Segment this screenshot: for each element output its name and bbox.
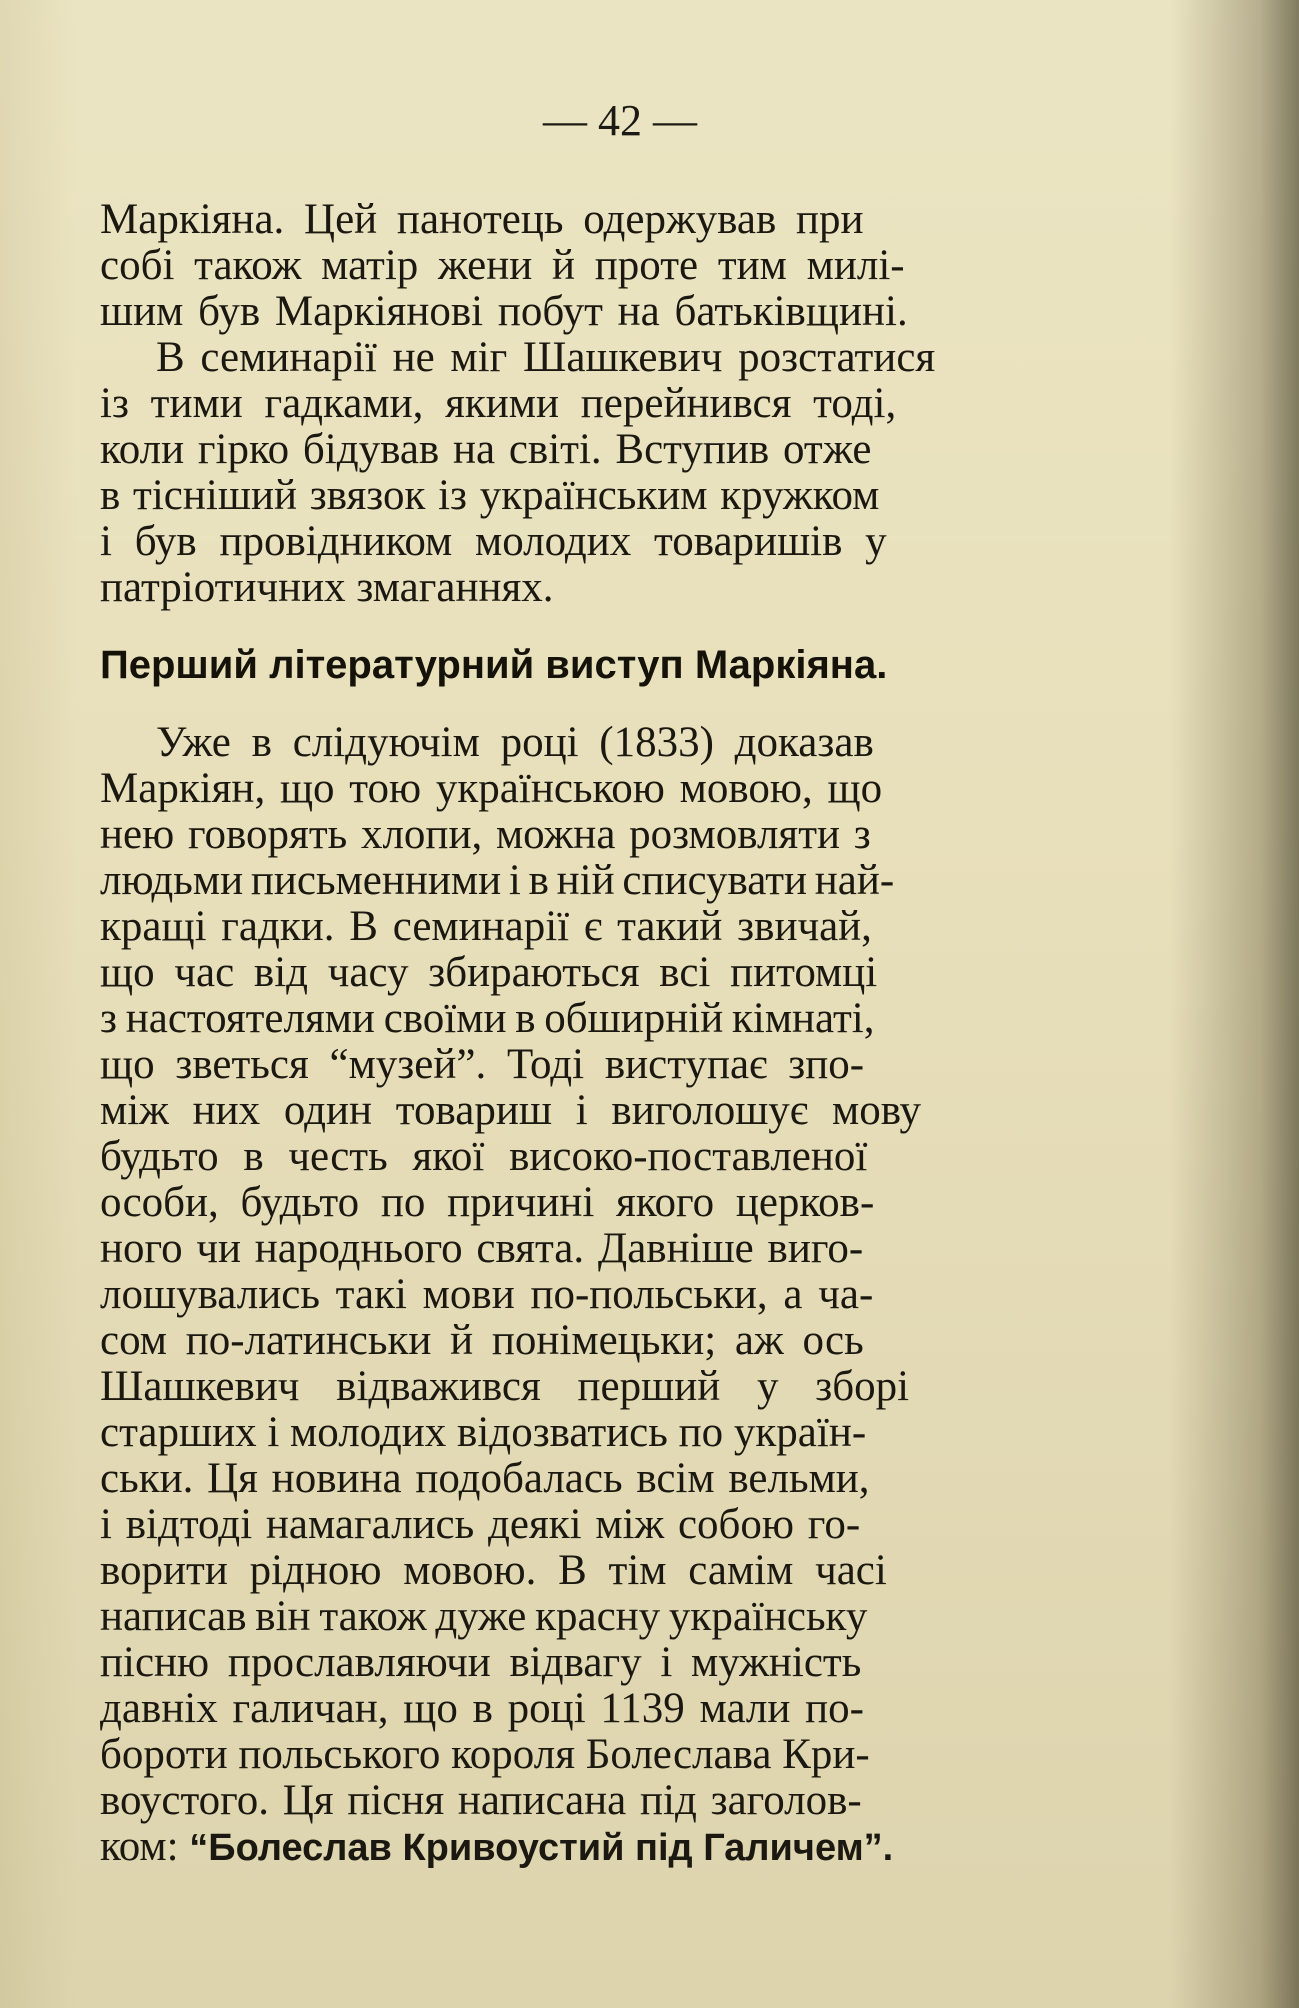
text-line: що час від часу збираються всі питомці (100, 949, 878, 996)
text-line: і відтоді намагались деякі між собою го- (100, 1501, 861, 1548)
song-title: “Болеслав Кривоустий під Галичем”. (189, 1827, 894, 1869)
text-line: будьто в честь якої високо-поставленої (100, 1133, 868, 1180)
text-line: що зветься “музей”. Тоді виступає зпо- (100, 1041, 865, 1088)
text-line: ного чи народнього свята. Давніше виго- (100, 1225, 864, 1272)
text-line: із тими гадками, якими перейнився тоді, (100, 380, 897, 427)
text-line: Маркіян, що тою українською мовою, що (100, 765, 883, 812)
paragraph-1 (100, 197, 1192, 611)
text-line: нею говорять хлопи, можна розмовляти з (100, 811, 871, 858)
text-line: між них один товариш і виголошує мову (100, 1087, 922, 1134)
text-line: давніх галичан, що в році 1139 мали по- (100, 1685, 864, 1732)
text-line: і був провідником молодих товаришів у (100, 518, 887, 565)
text-line: в тісніший звязок із українським кружком (100, 472, 880, 519)
text-line: ворити рідною мовою. В тім самім часі (100, 1547, 887, 1594)
text-line: В семинарії не міг Шашкевич розстатися (156, 334, 936, 381)
final-line-prefix: ком: (100, 1823, 190, 1870)
final-line (100, 1824, 1192, 1870)
text-line: собі також матір жени й проте тим милі- (100, 242, 905, 289)
text-line: шим був Маркіянові побут на батьківщині. (100, 288, 908, 335)
text-line: ськи. Ця новина подобалась всім вельми, (100, 1455, 870, 1502)
text-line: коли гірко бідував на світі. Вступив отже (100, 426, 872, 473)
text-line: старших і молодих відозватись по україн- (100, 1409, 867, 1456)
page-number: — 42 — (543, 96, 697, 145)
text-line: патріотичних змаганнях. (100, 564, 554, 611)
text-line: Уже в слідуючім році (1833) доказав (156, 719, 874, 766)
text-line: написав він також дуже красну українську (100, 1593, 868, 1640)
text-line: воустого. Ця пісня написана під заголов- (100, 1777, 862, 1824)
text-line: людьми письменними і в ній списувати най- (100, 857, 895, 904)
text-line: Шашкевич відважився перший у зборі (100, 1363, 910, 1410)
text-line: з настоятелями своїми в обширній кімнаті, (100, 995, 875, 1042)
text-line: сом по-латинськи й понімецьки; аж ось (100, 1317, 864, 1364)
paragraph-2 (100, 720, 1192, 1870)
section-heading: Перший літературний виступ Маркіяна. (100, 643, 888, 687)
text-line: кращі гадки. В семинарії є такий звичай, (100, 903, 872, 950)
text-line: особи, будьто по причині якого церков- (100, 1179, 875, 1226)
text-line: Маркіяна. Цей панотець одержував при (100, 196, 864, 243)
text-line: лошувались такі мови по-польськи, а ча- (100, 1271, 874, 1318)
text-line: бороти польського короля Болеслава Кри- (100, 1731, 870, 1778)
text-line: пісню прославляючи відвагу і мужність (100, 1639, 862, 1686)
